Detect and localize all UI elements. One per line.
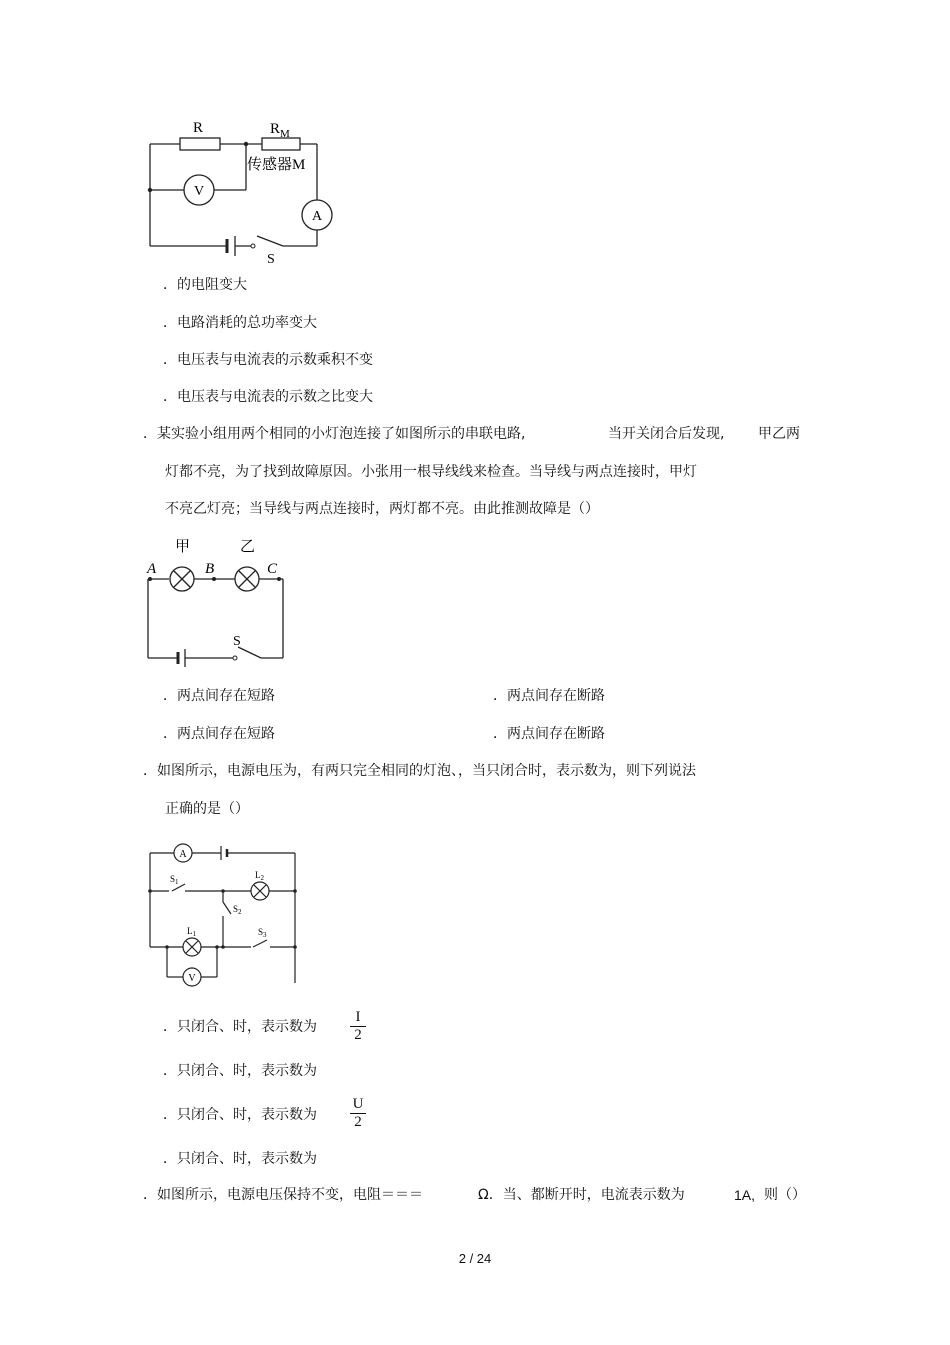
prev-option-a: ．的电阻变大: [163, 277, 247, 293]
label-R: R: [193, 120, 204, 136]
fraction-2-numerator: U: [350, 1096, 366, 1114]
switches-lamps-circuit-diagram: [145, 842, 305, 982]
label-L1: L: [187, 926, 193, 936]
q4-part-a: ．如图所示，电源电压保持不变，电阻＝＝＝: [143, 1187, 423, 1203]
label-S3-sub: 3: [263, 931, 267, 939]
svg-text:S1: [170, 874, 179, 886]
label-RM-sub: M: [280, 128, 290, 140]
q4-part-b: Ω．当、都断开时，电流表示数为: [478, 1187, 685, 1203]
resistor-R: [180, 138, 220, 150]
prev-option-c: ．电压表与电流表的示数乘积不变: [163, 352, 373, 368]
fraction-1-numerator: I: [350, 1009, 366, 1027]
label-sensor: 传感器M: [247, 157, 306, 173]
q3-option-d: ．只闭合、时，表示数为: [163, 1151, 317, 1167]
label-voltmeter: V: [193, 184, 205, 199]
svg-text:L1: [187, 926, 197, 938]
label-lamp-jia: 甲: [175, 539, 191, 555]
q3-option-b: ．只闭合、时，表示数为: [163, 1063, 317, 1079]
label-S1-sub: 1: [175, 878, 179, 886]
label-lamp-yi: 乙: [240, 539, 256, 555]
fraction-U-over-2: [350, 1096, 366, 1131]
q2-line1-c: 甲乙两: [758, 426, 800, 442]
label-S3: S: [258, 927, 264, 937]
sensor-circuit-diagram: [145, 118, 345, 268]
prev-option-b: ．电路消耗的总功率变大: [163, 315, 317, 331]
label-switch: S: [267, 252, 275, 267]
q4-part-d: 则（）: [764, 1187, 806, 1203]
label-S2: S: [233, 904, 239, 914]
q2-option-d: ．两点间存在断路: [493, 726, 605, 742]
page-number: 2 / 24: [458, 1251, 492, 1266]
q2-line3: 不亮乙灯亮；当导线与两点连接时，两灯都不亮。由此推测故障是（）: [165, 501, 599, 517]
label-ammeter-A: A: [179, 849, 187, 860]
label-point-A: A: [147, 561, 157, 577]
q2-option-a: ．两点间存在短路: [163, 688, 275, 704]
q2-line1-a: ．某实验小组用两个相同的小灯泡连接了如图所示的串联电路,: [143, 426, 526, 442]
q4-part-c: 1A,: [734, 1187, 756, 1203]
label-S1: S: [170, 874, 176, 884]
q2-line1-b: 当开关闭合后发现,: [608, 426, 725, 442]
svg-text:S3: [258, 927, 267, 939]
label-point-C: C: [267, 561, 278, 577]
prev-option-d: ．电压表与电流表的示数之比变大: [163, 389, 373, 405]
q2-line2: 灯都不亮，为了找到故障原因。小张用一根导线线来检查。当导线与两点连接时，甲灯: [165, 464, 697, 480]
q3-option-a: ．只闭合、时，表示数为: [163, 1019, 317, 1035]
label-RM: R: [270, 121, 281, 137]
label-L2: L: [255, 870, 261, 880]
label-S2-sub: 2: [238, 908, 242, 916]
q2-option-c: ．两点间存在短路: [163, 726, 275, 742]
fraction-I-over-2: [350, 1009, 366, 1044]
series-lamp-circuit-diagram: [143, 535, 293, 670]
label-switch-S: S: [233, 634, 241, 649]
svg-text:S2: [233, 904, 242, 916]
label-point-B: B: [205, 561, 215, 577]
svg-text:RM: [270, 121, 290, 140]
label-voltmeter-V: V: [188, 973, 196, 984]
q3-option-c: ．只闭合、时，表示数为: [163, 1107, 317, 1123]
q3-line2: 正确的是（）: [165, 801, 249, 817]
svg-text:L2: [255, 870, 265, 882]
label-L1-sub: 1: [192, 930, 196, 938]
fraction-2-denominator: 2: [354, 1114, 362, 1130]
label-ammeter: A: [311, 209, 323, 224]
q2-option-b: ．两点间存在断路: [493, 688, 605, 704]
q3-line1: ．如图所示，电源电压为，有两只完全相同的灯泡、，当只闭合时，表示数为，则下列说法: [143, 763, 696, 779]
fraction-1-denominator: 2: [354, 1027, 362, 1043]
label-L2-sub: 2: [260, 874, 264, 882]
